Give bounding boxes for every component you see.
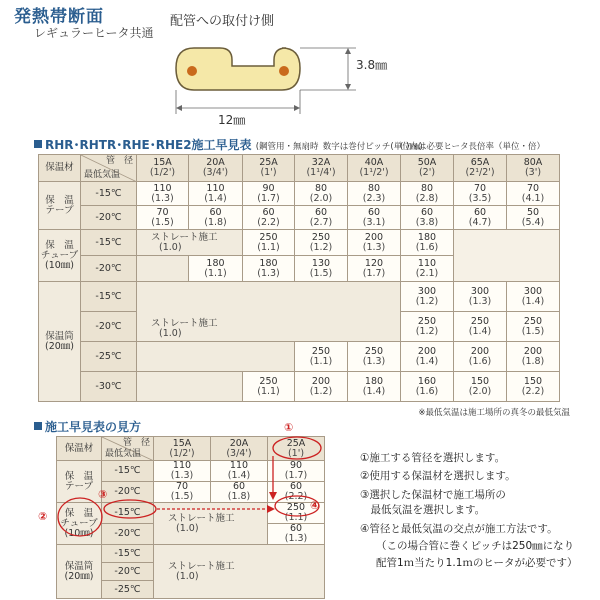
cell: 200 (1.8) <box>507 342 560 372</box>
pipe-header-15a: 15A (1/2') <box>154 437 211 461</box>
guide-step-3b: 最低気温を選択します。 <box>360 504 486 516</box>
cell: 250 (1.2) <box>401 312 454 342</box>
cell: 180 (1.1) <box>189 256 243 282</box>
guide-step-1: ①施工する管径を選択します。 <box>360 452 506 464</box>
guide-note-2: 配管1ｍ当たり1.1ｍのヒータが必要です） <box>376 557 578 569</box>
cell: 90 (1.7) <box>268 461 325 482</box>
cell: 200 (1.3) <box>348 230 401 256</box>
guide-note-1: （この場合管に巻くピッチは250㎜になり <box>376 540 575 552</box>
cell: 60 (4.7) <box>454 206 507 230</box>
temp-minus20: -20℃ <box>81 256 137 282</box>
cell: 60 (2.2) <box>243 206 295 230</box>
straight-install-cell: ストレート施工 (1.0) <box>154 503 268 545</box>
temp-minus25: -25℃ <box>81 342 137 372</box>
pipe-header-20a: 20A (3/4') <box>189 155 243 182</box>
temp-minus25: -25℃ <box>102 581 154 599</box>
quick-table-note-2: 数字は巻付ピッチ(単位㎜) <box>322 142 423 152</box>
cell: 70 (3.5) <box>454 182 507 206</box>
cell: 180 (1.4) <box>348 372 401 402</box>
temp-minus15: -15℃ <box>102 503 154 524</box>
pipe-header-80a: 80A (3') <box>507 155 560 182</box>
quick-table-note-3: ( )内は必要ヒータ長倍率（単位・倍） <box>400 142 545 152</box>
howto-title: 施工早見表の見方 <box>45 420 142 434</box>
temp-minus20: -20℃ <box>81 206 137 230</box>
quick-table-title: RHR･RHTR･RHE･RHE2施工早見表 <box>45 138 252 152</box>
guide-step-4: ④管径と最低気温の交点が施工方法です。 <box>360 523 558 535</box>
cell: 60 (2.2) <box>268 482 325 503</box>
cell: 120 (1.7) <box>348 256 401 282</box>
temp-minus20: -20℃ <box>102 482 154 503</box>
header-temp: 最低気温 <box>105 449 142 459</box>
cell: 60 (1.8) <box>189 206 243 230</box>
temp-minus30: -30℃ <box>81 372 137 402</box>
cell: 60 (1.3) <box>268 524 325 545</box>
marker-3: ③ <box>98 488 108 501</box>
marker-2: ② <box>38 510 48 523</box>
cell: 250 (1.3) <box>348 342 401 372</box>
cell: 50 (5.4) <box>507 206 560 230</box>
cell: 250 (1.1) <box>243 372 295 402</box>
pipe-header-15a: 15A (1/2') <box>137 155 189 182</box>
section-subtitle: レギュラーヒータ共通 <box>34 26 154 40</box>
cell: 250 (1.1) <box>295 342 348 372</box>
quick-table-note-1: (鋼管用・無扇時 <box>255 142 319 152</box>
temp-minus20: -20℃ <box>102 524 154 545</box>
material-tape: 保 温 テープ <box>57 461 102 503</box>
cell: 80 (2.0) <box>295 182 348 206</box>
cell: 110 (2.1) <box>401 256 454 282</box>
pipe-header-50a: 50A (2') <box>401 155 454 182</box>
temp-minus15: -15℃ <box>102 461 154 482</box>
pipe-header-20a: 20A (3/4') <box>211 437 268 461</box>
material-tube: 保 温 チューブ (10㎜) <box>39 230 81 282</box>
header-temp: 最低気温 <box>84 170 121 180</box>
cell: 150 (2.0) <box>454 372 507 402</box>
cell: 130 (1.5) <box>295 256 348 282</box>
material-cylinder: 保温筒 (20㎜) <box>57 545 102 599</box>
cell: 300 (1.3) <box>454 282 507 312</box>
cell: 60 (2.7) <box>295 206 348 230</box>
cell: 180 (1.3) <box>243 256 295 282</box>
cell: 80 (2.8) <box>401 182 454 206</box>
header-pipe: 管 径 <box>122 438 150 448</box>
cell: 70 (1.5) <box>137 206 189 230</box>
cell: 250 (1.5) <box>507 312 560 342</box>
cell: 250 (1.1) <box>268 503 325 524</box>
height-dimension: 3.8㎜ <box>356 58 388 72</box>
temp-minus15: -15℃ <box>81 282 137 312</box>
section-title: 発熱帯断面 <box>14 7 104 27</box>
pipe-header-32a: 32A (1¹/4') <box>295 155 348 182</box>
material-cylinder: 保温筒 (20㎜) <box>39 282 81 402</box>
straight-install-cell: ストレート施工 (1.0) <box>154 545 325 599</box>
pipe-header-25a: 25A (1') <box>243 155 295 182</box>
pipe-header-40a: 40A (1¹/2') <box>348 155 401 182</box>
cell: 180 (1.6) <box>401 230 454 256</box>
temp-minus20: -20℃ <box>102 563 154 581</box>
cell: 250 (1.2) <box>295 230 348 256</box>
cell: 160 (1.6) <box>401 372 454 402</box>
pipe-header-25a: 25A (1') <box>268 437 325 461</box>
material-tube: 保 温 チューブ (10㎜) <box>57 503 102 545</box>
pipe-header-65a: 65A (2¹/2') <box>454 155 507 182</box>
footnote: ※最低気温は施工場所の真冬の最低気温 <box>418 408 570 418</box>
temp-minus15: -15℃ <box>81 182 137 206</box>
cell: 80 (2.3) <box>348 182 401 206</box>
header-pipe: 管 径 <box>105 156 133 166</box>
cell: 200 (1.2) <box>295 372 348 402</box>
cell: 150 (2.2) <box>507 372 560 402</box>
width-dimension: 12㎜ <box>218 113 246 127</box>
cell: 300 (1.2) <box>401 282 454 312</box>
cell: 300 (1.4) <box>507 282 560 312</box>
cell: 250 (1.1) <box>243 230 295 256</box>
material-tape: 保 温 テープ <box>39 182 81 230</box>
header-material: 保温材 <box>39 155 81 182</box>
cell: 110 (1.3) <box>154 461 211 482</box>
cell: 90 (1.7) <box>243 182 295 206</box>
cell: 250 (1.4) <box>454 312 507 342</box>
guide-step-2: ②使用する保温材を選択します。 <box>360 470 516 482</box>
cell: 60 (3.1) <box>348 206 401 230</box>
cell: 60 (3.8) <box>401 206 454 230</box>
cell: 110 (1.4) <box>211 461 268 482</box>
straight-install-cell: ストレート施工 (1.0) <box>137 282 401 342</box>
header-material: 保温材 <box>57 437 102 461</box>
guide-step-3a: ③選択した保温材で施工場所の <box>360 489 506 501</box>
cell: 200 (1.4) <box>401 342 454 372</box>
straight-install-cell: ストレート施工 (1.0) <box>137 230 243 256</box>
temp-minus15: -15℃ <box>102 545 154 563</box>
temp-minus20: -20℃ <box>81 312 137 342</box>
mount-side-label: 配管への取付け側 <box>170 14 275 29</box>
cell: 110 (1.3) <box>137 182 189 206</box>
cell: 70 (1.5) <box>154 482 211 503</box>
marker-4: ④ <box>310 499 320 512</box>
marker-1: ① <box>284 421 294 434</box>
cell: 200 (1.6) <box>454 342 507 372</box>
cell: 110 (1.4) <box>189 182 243 206</box>
cell: 60 (1.8) <box>211 482 268 503</box>
temp-minus15: -15℃ <box>81 230 137 256</box>
cell: 70 (4.1) <box>507 182 560 206</box>
